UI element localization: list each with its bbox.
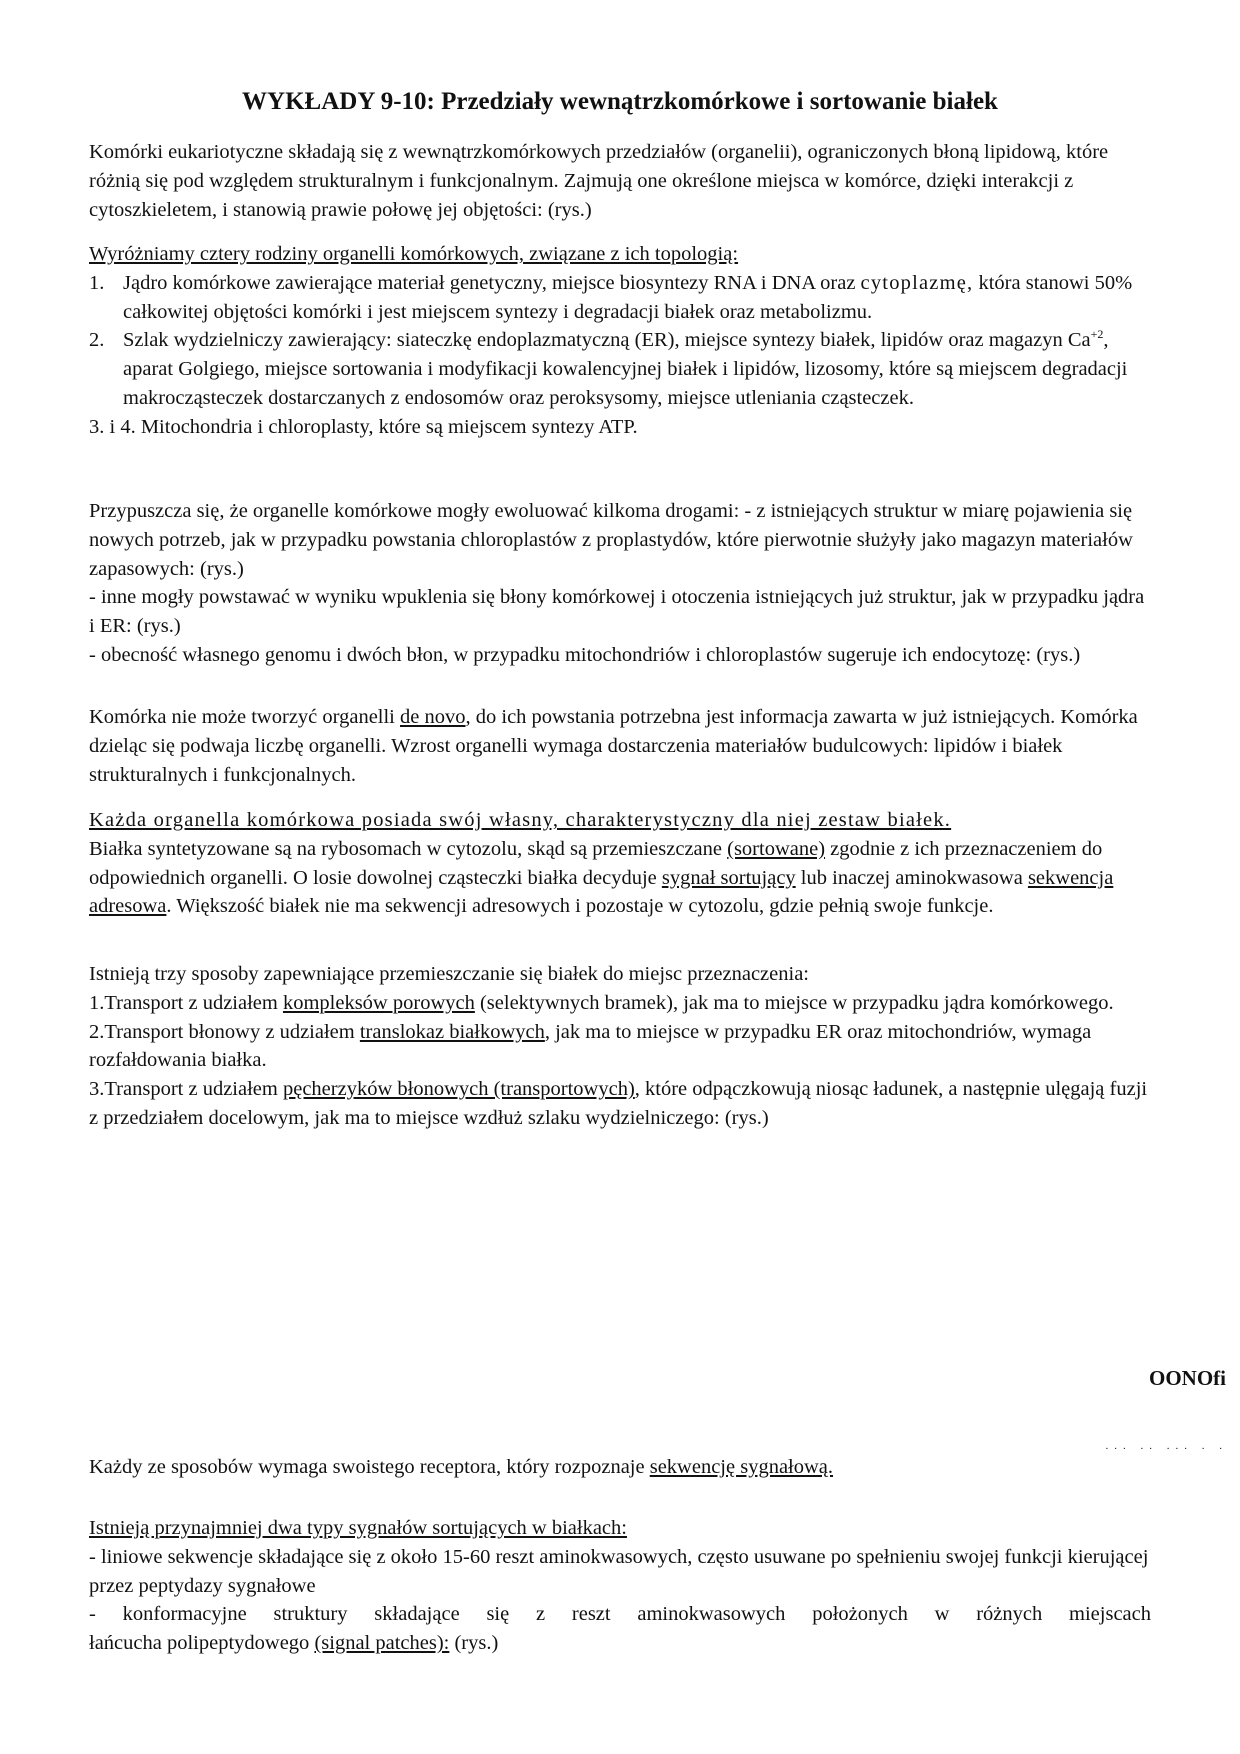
evolution-section <box>89 497 1151 670</box>
transport-item-1: 1.Transport z udziałem kompleksów porowych (selektywnych bramek), jak ma to miejsce w przypadku jądra komórkowego. <box>89 991 1114 1014</box>
signals-item-1: - liniowe sekwencje składające się z około 15-60 reszt aminokwasowych, często usuwane po spełnieniu swojej funkcji kierującej przez peptydazy sygnałowe <box>89 1545 1149 1597</box>
evolution-text-3: - obecność własnego genomu i dwóch błon, w przypadku mitochondriów i chloroplastów sugeruje ich endocytozę: (rys.) <box>89 643 1081 666</box>
de-novo-paragraph: Komórka nie może tworzyć organelli de novo, do ich powstania potrzebna jest informacja zawarta w już istniejących. Komórka dzieląc się podwaja liczbę organelli. Wzrost organelli wymaga dostarczenia materiałów budulcowych: lipidów i białek strukturalnych i funkcjonalnych. <box>89 706 1138 786</box>
receptor-paragraph: Każdy ze sposobów wymaga swoistego receptora, który rozpoznaje sekwencję sygnałową. <box>89 1456 834 1478</box>
signals-item-2-line-1: - konformacyjne struktury składające się z reszt aminokwasowych położonych w różnych miejscach <box>89 1603 1151 1626</box>
evolution-text-2: - inne mogły powstawać w wyniku wpuklenia się błony komórkowej i otoczenia istniejących już struktur, jak w przypadku jądra i ER: (rys.) <box>89 586 1145 638</box>
intro-paragraph <box>89 138 1151 224</box>
evolution-text-1: Przypuszcza się, że organelle komórkowe mogły ewoluować kilkoma drogami: - z istniejących struktur w miarę pojawienia się nowych potrzeb, jak w przypadku powstania chloroplastów z proplastydów, które pierwotnie służyły jako magazyn materiałów zapasowych: (rys.) <box>89 500 1133 580</box>
signals-heading: Istnieją przynajmniej dwa typy sygnałów sortujących w białkach: <box>89 1517 627 1539</box>
protein-sorting-section: Każda organella komórkowa posiada swój własny, charakterystyczny dla niej zestaw białek. Białka syntetyzowane są na rybosomach w cytozolu, skąd są przemieszczane (sortowane) zgodnie z ich przeznaczeniem do odpowiednich organelli. O losie dowolnej cząsteczki białka decyduje sygnał sortujący lub inaczej aminokwasowa sekwencja adresowa. Większość białek nie ma sekwencji adresowych i pozostaje w cytozolu, gdzie pełnią swoje funkcje. <box>89 806 1151 921</box>
transport-item-3: 3.Transport z udziałem pęcherzyków błonowych (transportowych), które odpączkowują niosąc ładunek, a następnie ulęgają fuzji z przedziałem docelowym, jak ma to miejsce wzdłuż szlaku wydzielniczego: (rys.) <box>89 1078 1148 1129</box>
intro-text: Komórki eukariotyczne składają się z wewnątrzkomórkowych przedziałów (organelii), ograniczonych błoną lipidową, które różnią się pod względem strukturalnym i funkcjonalnym. Zajmują one określone miejsca w komórce, dzięki interakcji z cytoszkieletem, i stanowią prawie połowę jej objętości: (rys.) <box>89 141 1109 221</box>
figure-label: OONOfi <box>1149 1366 1226 1390</box>
figure-fragment: ... .. ... . . <box>1105 1440 1228 1452</box>
list-item-1: 1. Jądro komórkowe zawierające materiał genetyczny, miejsce biosyntezy RNA i DNA oraz cytoplazmę, która stanowi 50% całkowitej objętości komórki i jest miejscem syntezy i degradacji białek oraz metabolizmu. <box>89 271 1133 323</box>
page-title: WYKŁADY 9-10: Przedziały wewnątrzkomórkowe i sortowanie białek <box>242 88 998 115</box>
transport-intro: Istnieją trzy sposoby zapewniające przemieszczanie się białek do miejsc przeznaczenia: <box>89 963 809 985</box>
signals-item-2-line-2: łańcucha polipeptydowego (signal patches): (rys.) <box>89 1632 499 1655</box>
list-item-3-4: 3. i 4. Mitochondria i chloroplasty, które są miejscem syntezy ATP. <box>89 415 638 438</box>
list-item-2: 2. Szlak wydzielniczy zawierający: siateczkę endoplazmatyczną (ER), miejsce syntezy białek, lipidów oraz magazyn $Ca^{+2}$, aparat Golgiego, miejsce sortowania i modyfikacji kowalencyjnej białek i lipidów, lizosomy, które są miejscem degradacji makrocząsteczek dostarczanych z endosomów oraz peroksysomy, miejsce utleniania cząsteczek. <box>89 327 1128 409</box>
transport-item-2: 2.Transport błonowy z udziałem translokaz białkowych, jak ma to miejsce w przypadku ER oraz mitochondriów, wymaga rozfałdowania białka. <box>89 1020 1092 1072</box>
transport-section <box>89 960 1151 1133</box>
signals-section <box>89 1514 1151 1658</box>
proteins-heading: Każda organella komórkowa posiada swój własny, charakterystyczny dla niej zestaw białek. <box>89 809 952 831</box>
families-heading: Wyróżniamy cztery rodziny organelli komórkowych, związane z ich topologią: <box>89 243 739 265</box>
organelle-families-section <box>89 240 1151 442</box>
de-novo-term: de novo <box>400 706 466 728</box>
